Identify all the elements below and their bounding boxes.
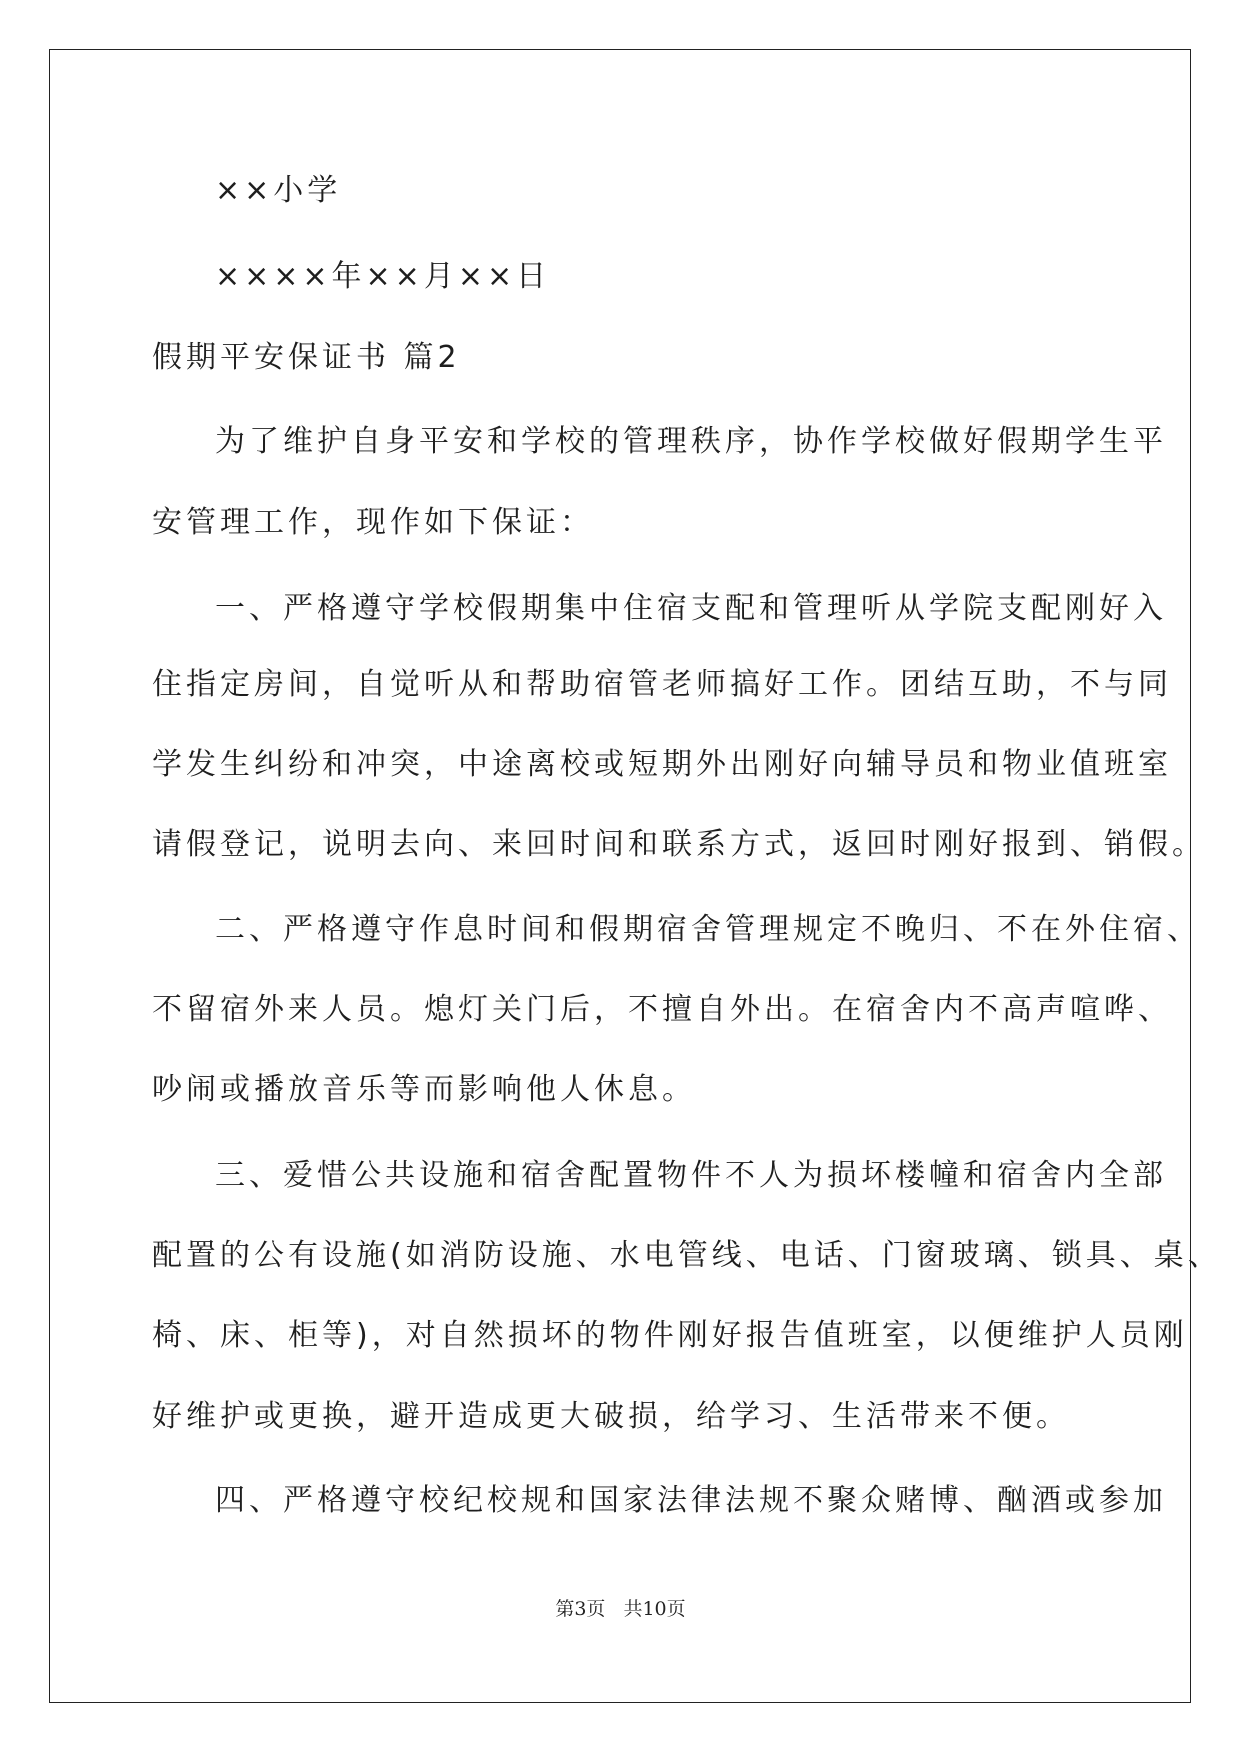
paragraph-line: 为了维护自身平安和学校的管理秩序，协作学校做好假期学生平 [215,424,1167,459]
paragraph-line: 不留宿外来人员。熄灯关门后，不擅自外出。在宿舍内不高声喧哗、 [152,992,1172,1027]
paragraph-line: 椅、床、柜等)，对自然损坏的物件刚好报告值班室，以便维护人员刚 [152,1318,1188,1353]
page-footer [0,1594,1241,1621]
signature-school: ××小学 [215,173,342,208]
paragraph-line: 配置的公有设施(如消防设施、水电管线、电话、门窗玻璃、锁具、桌、 [152,1238,1222,1273]
paragraph-line: 学发生纠纷和冲突，中途离校或短期外出刚好向辅导员和物业值班室 [152,747,1172,782]
page-total: 共10页 [623,1598,686,1620]
paragraph-line: 一、严格遵守学校假期集中住宿支配和管理听从学院支配刚好入 [215,591,1167,626]
signature-date: ××××年××月××日 [215,259,551,294]
page-number: 第3页 [555,1598,606,1620]
paragraph-line: 好维护或更换，避开造成更大破损，给学习、生活带来不便。 [152,1399,1070,1434]
paragraph-line: 安管理工作，现作如下保证： [152,505,594,540]
paragraph-line: 请假登记，说明去向、来回时间和联系方式，返回时刚好报到、销假。 [152,827,1206,862]
paragraph-line: 三、爱惜公共设施和宿舍配置物件不人为损坏楼幢和宿舍内全部 [215,1158,1167,1193]
paragraph-line: 吵闹或播放音乐等而影响他人休息。 [152,1072,696,1107]
section-heading: 假期平安保证书 篇2 [152,340,461,375]
paragraph-line: 二、严格遵守作息时间和假期宿舍管理规定不晚归、不在外住宿、 [215,912,1201,947]
paragraph-line: 四、严格遵守校纪校规和国家法律法规不聚众赌博、酗酒或参加 [215,1483,1167,1518]
page-border [49,49,1191,1703]
paragraph-line: 住指定房间，自觉听从和帮助宿管老师搞好工作。团结互助，不与同 [152,667,1172,702]
